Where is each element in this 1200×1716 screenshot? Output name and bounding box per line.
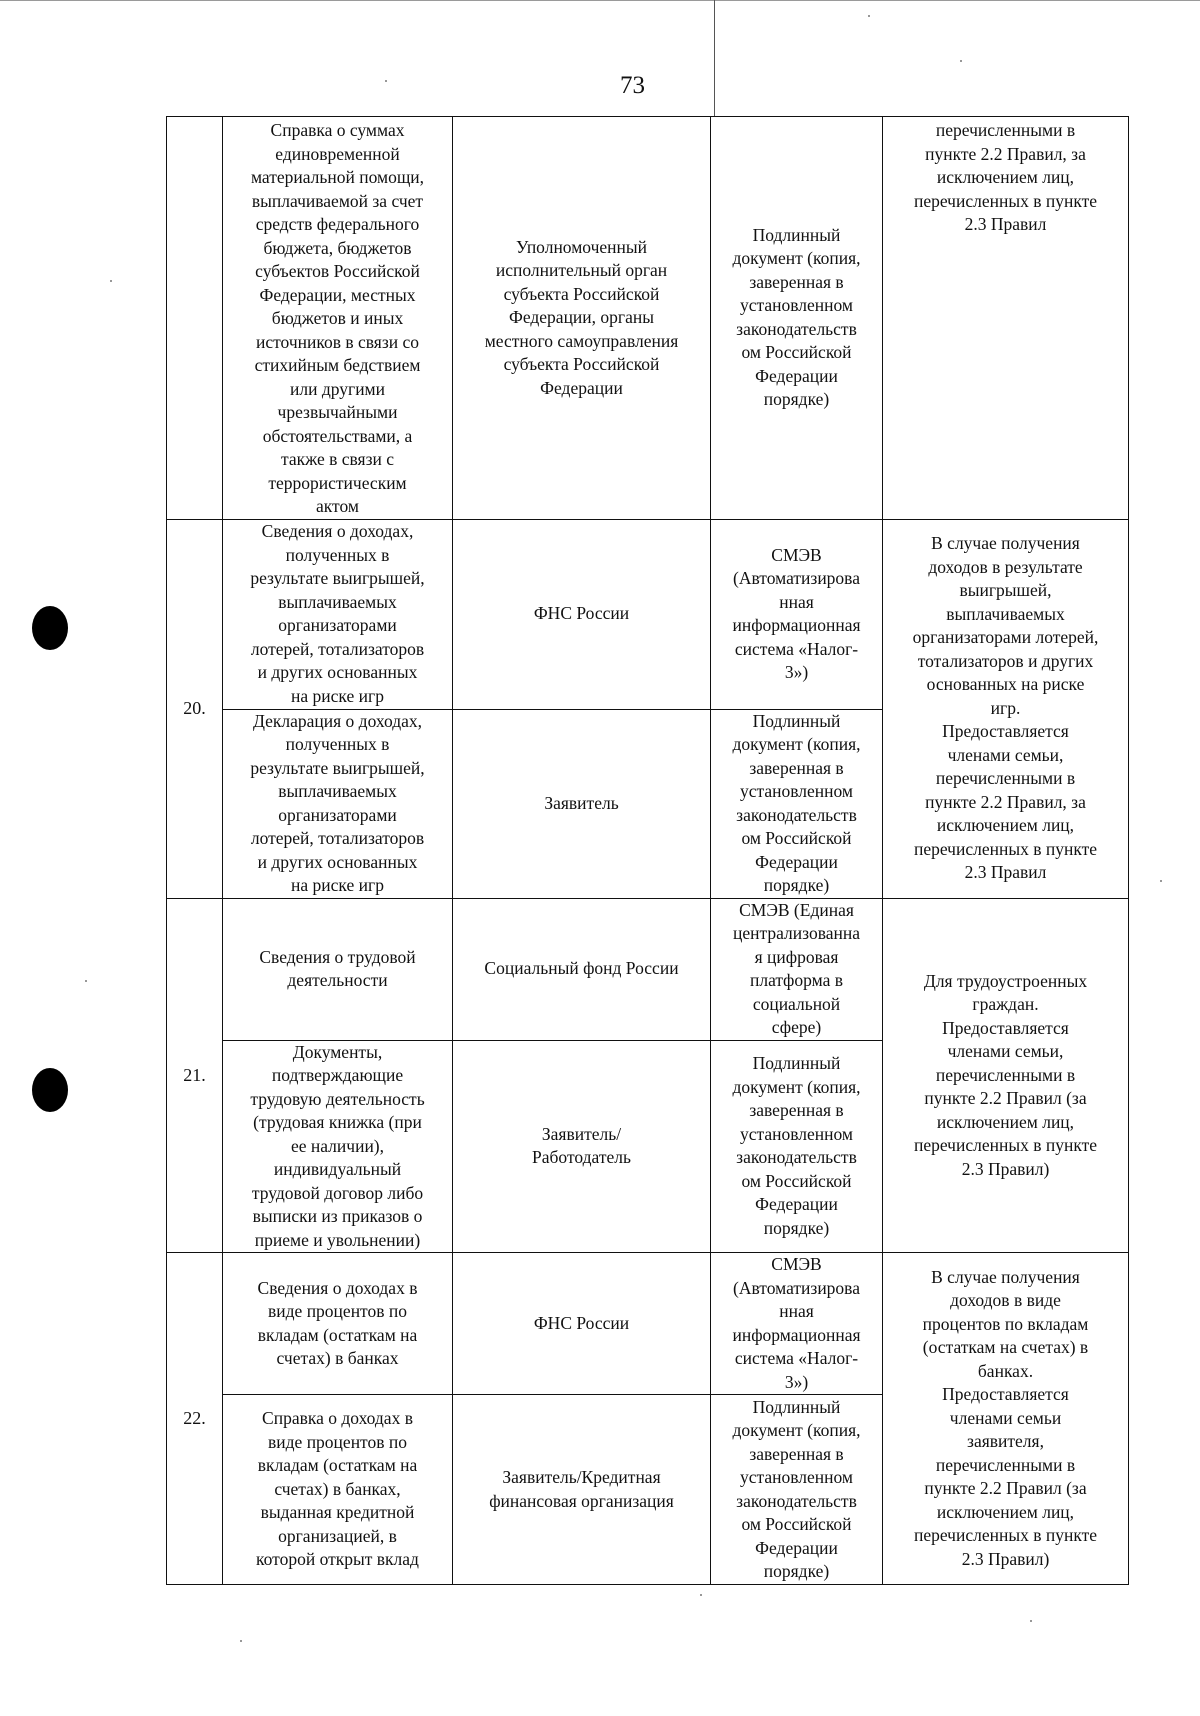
scan-speck — [1160, 880, 1162, 882]
document-format: СМЭВ (Автоматизирова нная информационная система «Налог- 3») — [711, 1253, 883, 1395]
document-name: Сведения о доходах в виде процентов по вкладам (остаткам на счетах) в банках — [223, 1253, 453, 1395]
row-number: 21. — [167, 898, 223, 1253]
document-source: ФНС России — [453, 519, 711, 709]
document-format: Подлинный документ (копия, заверенная в установленном законодательств ом Российской Федерации порядке) — [711, 117, 883, 520]
document-format: Подлинный документ (копия, заверенная в установленном законодательств ом Российской Федерации порядке) — [711, 1040, 883, 1253]
scan-speck — [1030, 1620, 1032, 1622]
document-format: Подлинный документ (копия, заверенная в установленном законодательств ом Российской Федерации порядке) — [711, 1395, 883, 1585]
document-source: Социальный фонд России — [453, 898, 711, 1040]
document-source: Заявитель/Кредитная финансовая организация — [453, 1395, 711, 1585]
document-note: перечисленными в пункте 2.2 Правил, за исключением лиц, перечисленных в пункте 2.3 Правил — [883, 117, 1129, 520]
document-source: Уполномоченный исполнительный орган субъекта Российской Федерации, органы местного самоуправления субъекта Российской Федерации — [453, 117, 711, 520]
document-format: Подлинный документ (копия, заверенная в установленном законодательств ом Российской Федерации порядке) — [711, 709, 883, 898]
row-number: 20. — [167, 519, 223, 898]
page-number: 73 — [620, 72, 645, 99]
table-row — [167, 519, 1129, 709]
table-row — [167, 898, 1129, 1040]
scan-speck — [240, 1640, 242, 1642]
document-source: ФНС России — [453, 1253, 711, 1395]
document-name: Справка о доходах в виде процентов по вкладам (остаткам на счетах) в банках, выданная кредитной организацией, в которой открыт вклад — [223, 1395, 453, 1585]
document-name: Сведения о трудовой деятельности — [223, 898, 453, 1040]
document-note: В случае получения доходов в результате выигрышей, выплачиваемых организаторами лотерей, тотализаторов и других основанных на риске игр. Предоставляется членами семьи, перечисленными в пункте 2.2 Правил, за исключением лиц, перечисленных в пункте 2.3 Правил — [883, 519, 1129, 898]
document-format: СМЭВ (Единая централизованна я цифровая платформа в социальной сфере) — [711, 898, 883, 1040]
punch-hole-bottom — [32, 1068, 68, 1112]
document-format: СМЭВ (Автоматизирова нная информационная система «Налог- 3») — [711, 519, 883, 709]
punch-hole-top — [32, 606, 68, 650]
document-source: Заявитель — [453, 709, 711, 898]
document-note: Для трудоустроенных граждан. Предоставляется членами семьи, перечисленными в пункте 2.2 Правил (за исключением лиц, перечисленных в пункте 2.3 Правил) — [883, 898, 1129, 1253]
scan-fold-line — [714, 0, 715, 116]
document-source: Заявитель/ Работодатель — [453, 1040, 711, 1253]
document-note: В случае получения доходов в виде процентов по вкладам (остаткам на счетах) в банках. Предоставляется членами семьи заявителя, перечисленными в пункте 2.2 Правил (за исключением лиц, перечисленных в пункте 2.3 Правил) — [883, 1253, 1129, 1585]
scan-speck — [700, 1594, 702, 1596]
scan-speck — [85, 980, 87, 982]
scan-speck — [385, 80, 387, 82]
table-row — [167, 1253, 1129, 1395]
row-number — [167, 117, 223, 520]
documents-table — [166, 116, 1129, 1585]
document-name: Документы, подтверждающие трудовую деятельность (трудовая книжка (при ее наличии), индивидуальный трудовой договор либо выписки из приказов о приеме и увольнении) — [223, 1040, 453, 1253]
document-name: Декларация о доходах, полученных в результате выигрышей, выплачиваемых организаторами лотерей, тотализаторов и других основанных на риске игр — [223, 709, 453, 898]
scan-speck — [960, 60, 962, 62]
table-row — [167, 117, 1129, 520]
scan-edge-line — [0, 0, 1200, 1]
scan-speck — [868, 15, 870, 17]
document-name: Сведения о доходах, полученных в результате выигрышей, выплачиваемых организаторами лотерей, тотализаторов и других основанных на риске игр — [223, 519, 453, 709]
row-number: 22. — [167, 1253, 223, 1585]
scan-speck — [110, 280, 112, 282]
document-name: Справка о суммах единовременной материальной помощи, выплачиваемой за счет средств федерального бюджета, бюджетов субъектов Российской Федерации, местных бюджетов и иных источников в связи со стихийным бедствием или другими чрезвычайными обстоятельствами, а также в связи с террористическим актом — [223, 117, 453, 520]
